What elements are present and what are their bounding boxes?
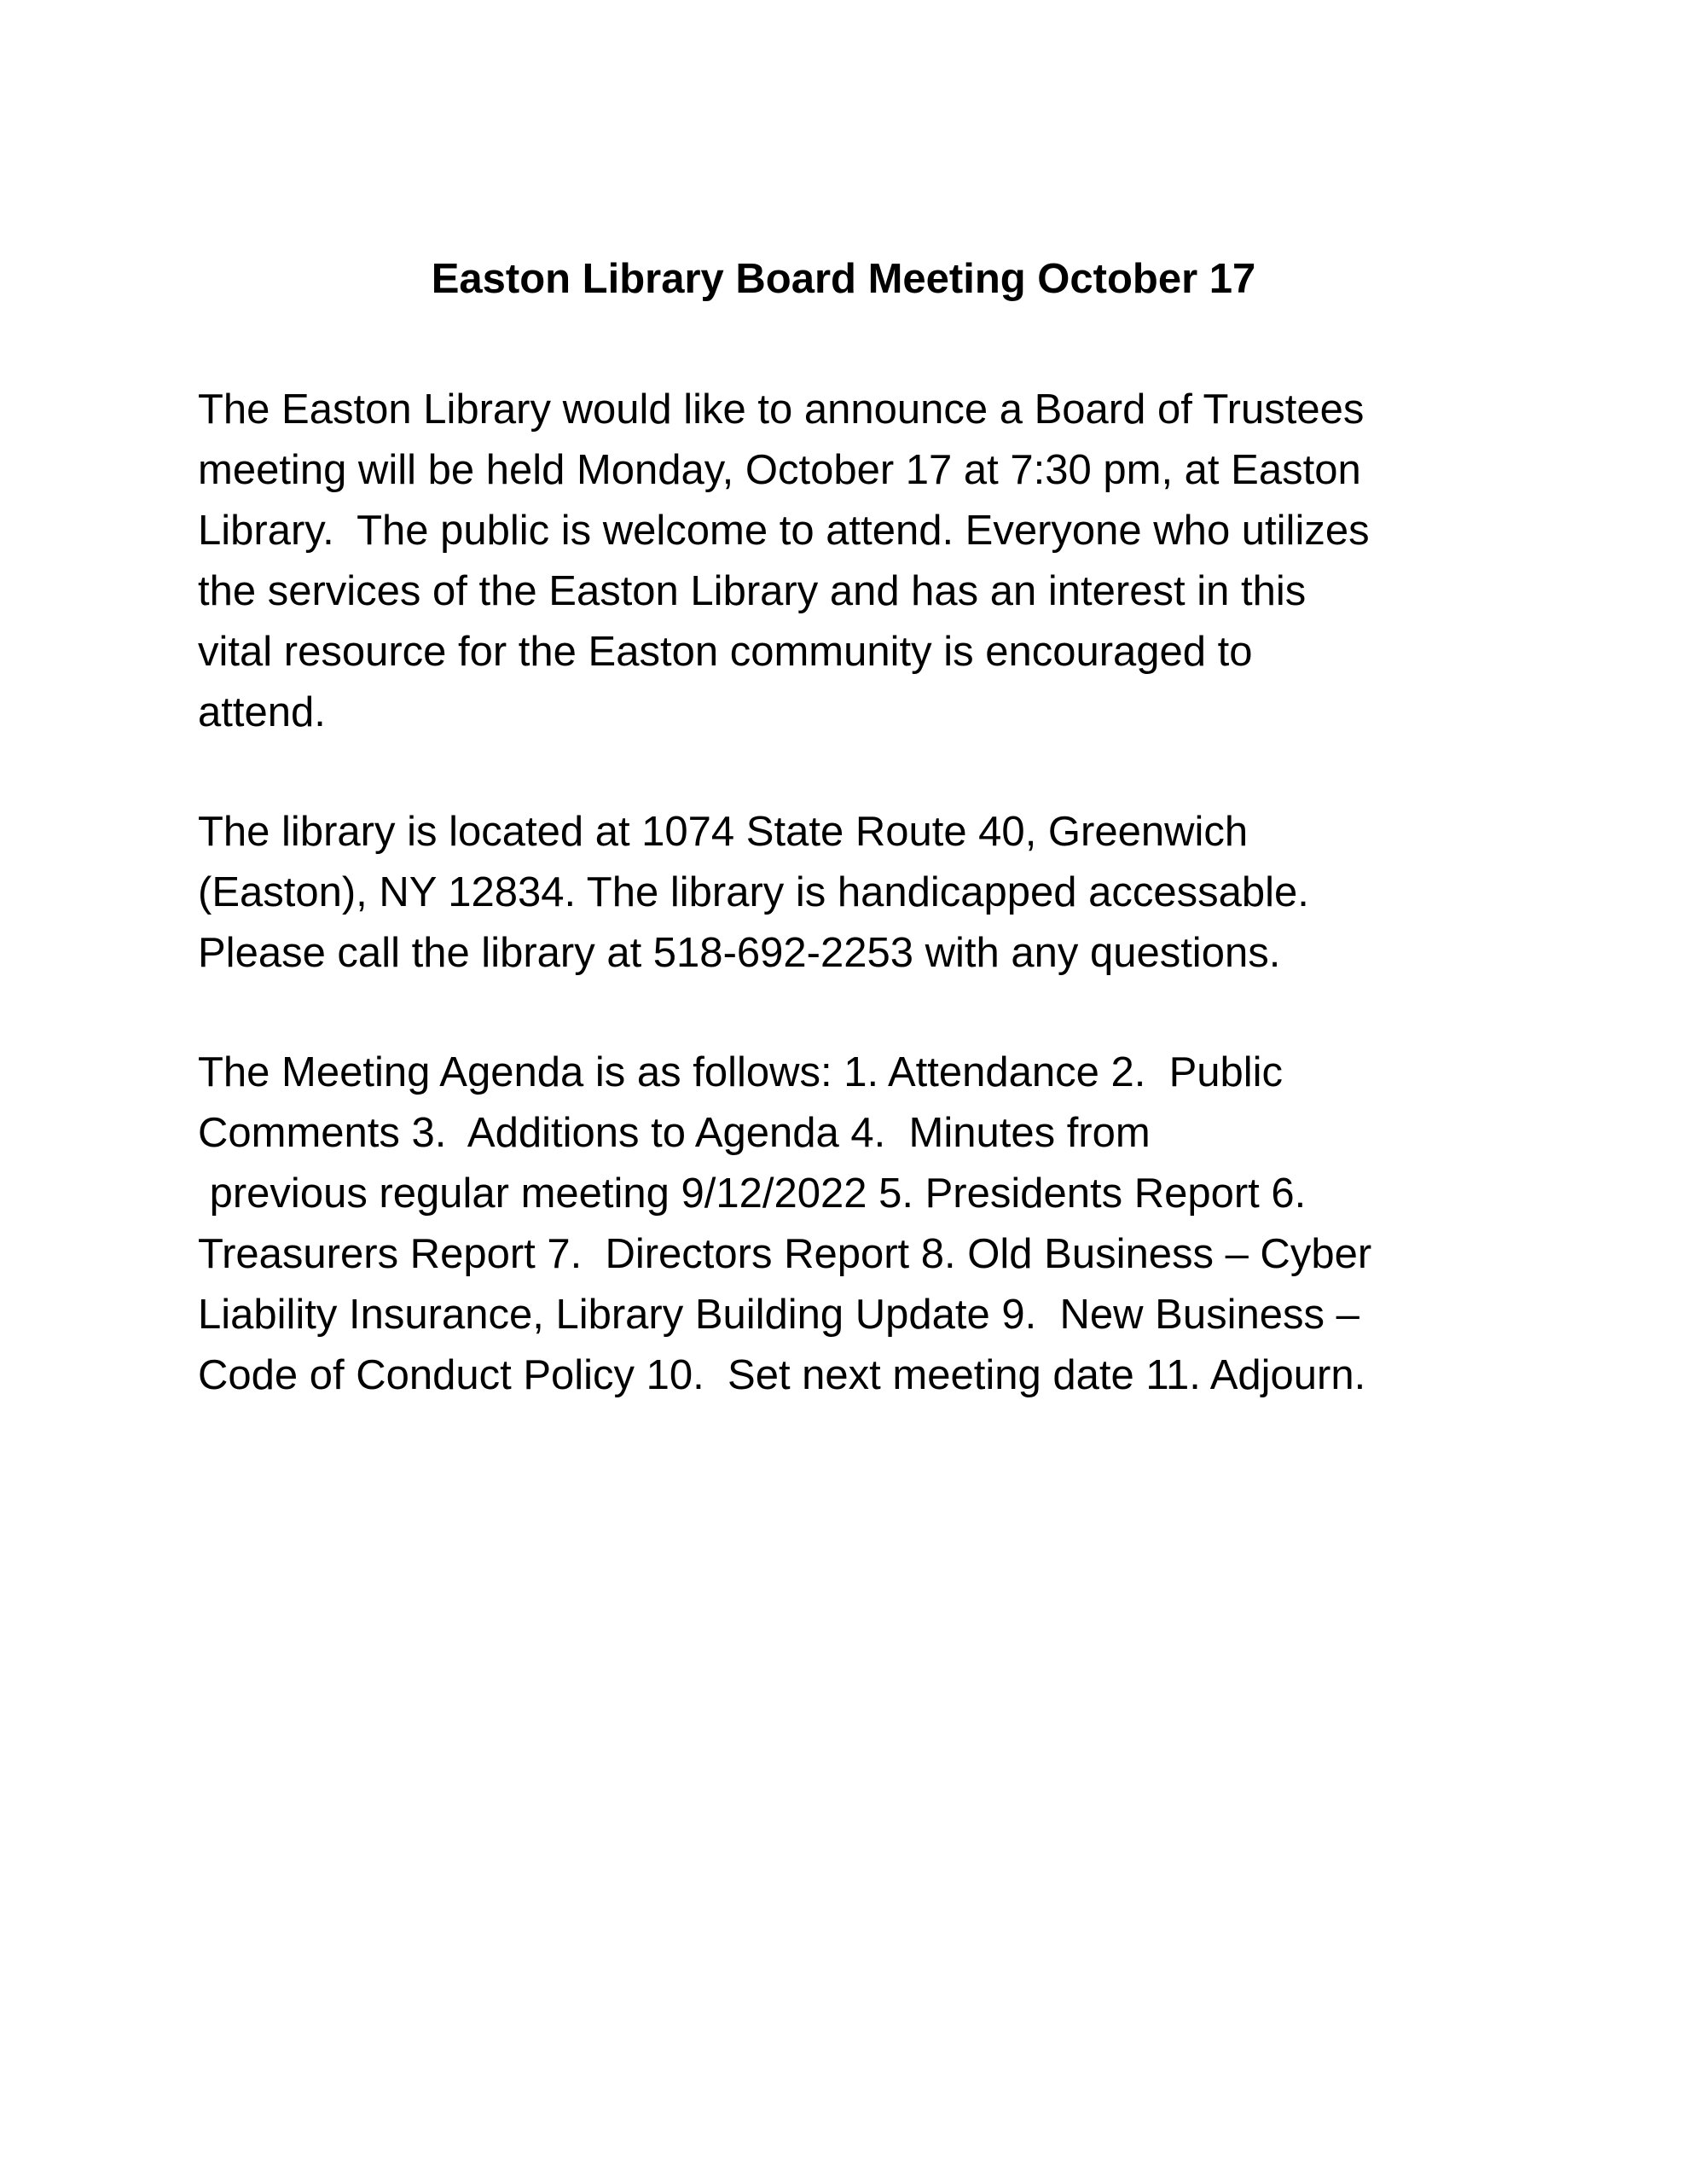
location-paragraph (198, 802, 1562, 984)
announcement-paragraph (198, 380, 1562, 743)
paragraph-line: The library is located at 1074 State Route 40, Greenwich (198, 809, 1249, 855)
paragraph-line: The Easton Library would like to announce a Board of Trustees (198, 386, 1365, 433)
document-title: Easton Library Board Meeting October 17 (431, 256, 1256, 302)
paragraph-line: The Meeting Agenda is as follows: 1. Attendance 2. Public (198, 1049, 1284, 1095)
paragraph-line: Liability Insurance, Library Building Update 9. New Business – (198, 1292, 1359, 1338)
paragraph-line: Please call the library at 518-692-2253 with any questions. (198, 930, 1281, 976)
paragraph-line: the services of the Easton Library and has an interest in this (198, 568, 1307, 614)
agenda-paragraph (198, 1043, 1562, 1406)
paragraph-line: Comments 3. Additions to Agenda 4. Minutes from (198, 1110, 1151, 1156)
paragraph-line: Library. The public is welcome to attend. Everyone who utilizes (198, 508, 1370, 554)
paragraph-line: Code of Conduct Policy 10. Set next meeting date 11. Adjourn. (198, 1352, 1366, 1398)
paragraph-line: meeting will be held Monday, October 17 at 7:30 pm, at Easton (198, 447, 1361, 493)
paragraph-line: previous regular meeting 9/12/2022 5. Presidents Report 6. (198, 1170, 1307, 1217)
paragraph-line: vital resource for the Easton community is encouraged to (198, 629, 1253, 675)
paragraph-line: Treasurers Report 7. Directors Report 8. Old Business – Cyber (198, 1231, 1372, 1277)
paragraph-line: (Easton), NY 12834. The library is handicapped accessable. (198, 869, 1309, 915)
paragraph-line: attend. (198, 689, 326, 735)
